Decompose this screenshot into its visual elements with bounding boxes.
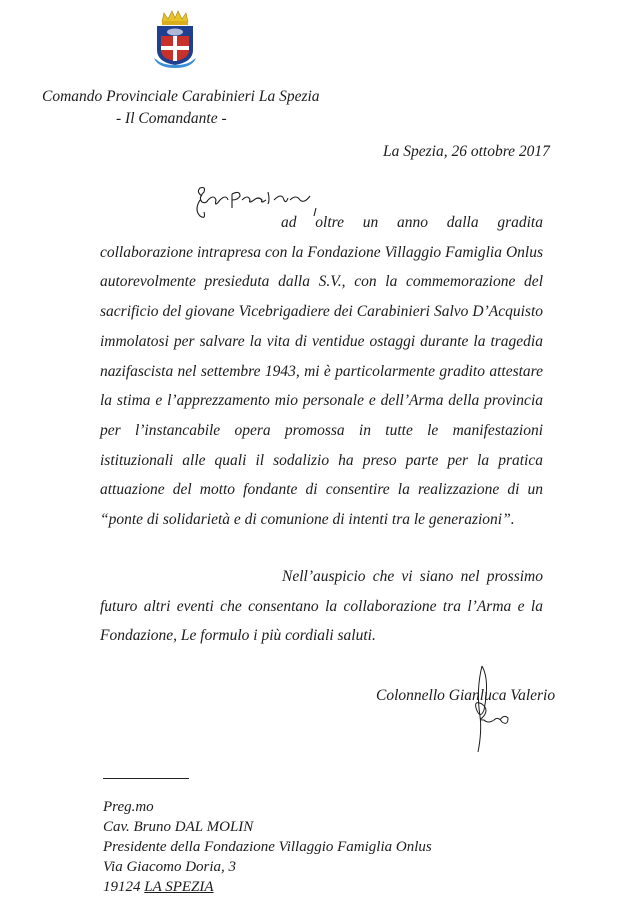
separator-rule	[103, 778, 189, 779]
body-line: immolatosi per salvare la vita di ventidue ostaggi durante la tragedia	[100, 332, 543, 350]
carabinieri-crest-icon	[148, 8, 202, 70]
body-line: nazifascista nel settembre 1943, mi è particolarmente gradito attestare	[100, 362, 543, 380]
date-line: La Spezia, 26 ottobre 2017	[383, 143, 550, 160]
office-title: - Il Comandante -	[116, 110, 227, 127]
postal-code: 19124	[103, 879, 141, 895]
body-line: collaborazione intrapresa con la Fondazione Villaggio Famiglia Onlus	[100, 243, 543, 261]
body-line: sacrificio del giovane Vicebrigadiere dei Carabinieri Salvo D’Acquisto	[100, 303, 543, 321]
recipient-title: Preg.mo	[103, 799, 154, 815]
recipient-name: Cav. Bruno DAL MOLIN	[103, 819, 254, 835]
body-paragraph-2	[100, 562, 543, 651]
recipient-city-line	[103, 877, 432, 897]
recipient-street: Via Giacomo Doria, 3	[103, 859, 237, 875]
recipient-address	[103, 797, 432, 897]
body-line: Nell’auspicio che vi siano nel prossimo	[282, 568, 543, 585]
body-line: per l’instancabile opera promossa in tutte le manifestazioni	[100, 421, 543, 439]
body-line: ad oltre un anno dalla gradita	[281, 214, 543, 231]
body-line: Fondazione, Le formulo i più cordiali saluti.	[100, 627, 376, 645]
recipient-role: Presidente della Fondazione Villaggio Famiglia Onlus	[103, 839, 432, 855]
body-line: autorevolmente presieduta dalla S.V., con la commemorazione del	[100, 273, 543, 291]
organization-name: Comando Provinciale Carabinieri La Spezia	[42, 88, 320, 105]
handwritten-signature-icon	[468, 660, 528, 760]
body-line: “ponte di solidarietà e di comunione di intenti tra le generazioni”.	[100, 511, 515, 529]
city: LA SPEZIA	[144, 879, 214, 895]
body-paragraph-1	[100, 208, 543, 535]
body-line: la stima e l’apprezzamento mio personale e dell’Arma della provincia	[100, 392, 543, 410]
signatory-name: Colonnello Gianluca Valerio	[376, 687, 556, 704]
body-line: attuazione del motto fondante di consentire la realizzazione di un	[100, 481, 543, 499]
body-line: futuro altri eventi che consentano la collaborazione tra l’Arma e la	[100, 597, 543, 615]
body-line: istituzionali alle quali il sodalizio ha preso parte per la pratica	[100, 451, 543, 469]
